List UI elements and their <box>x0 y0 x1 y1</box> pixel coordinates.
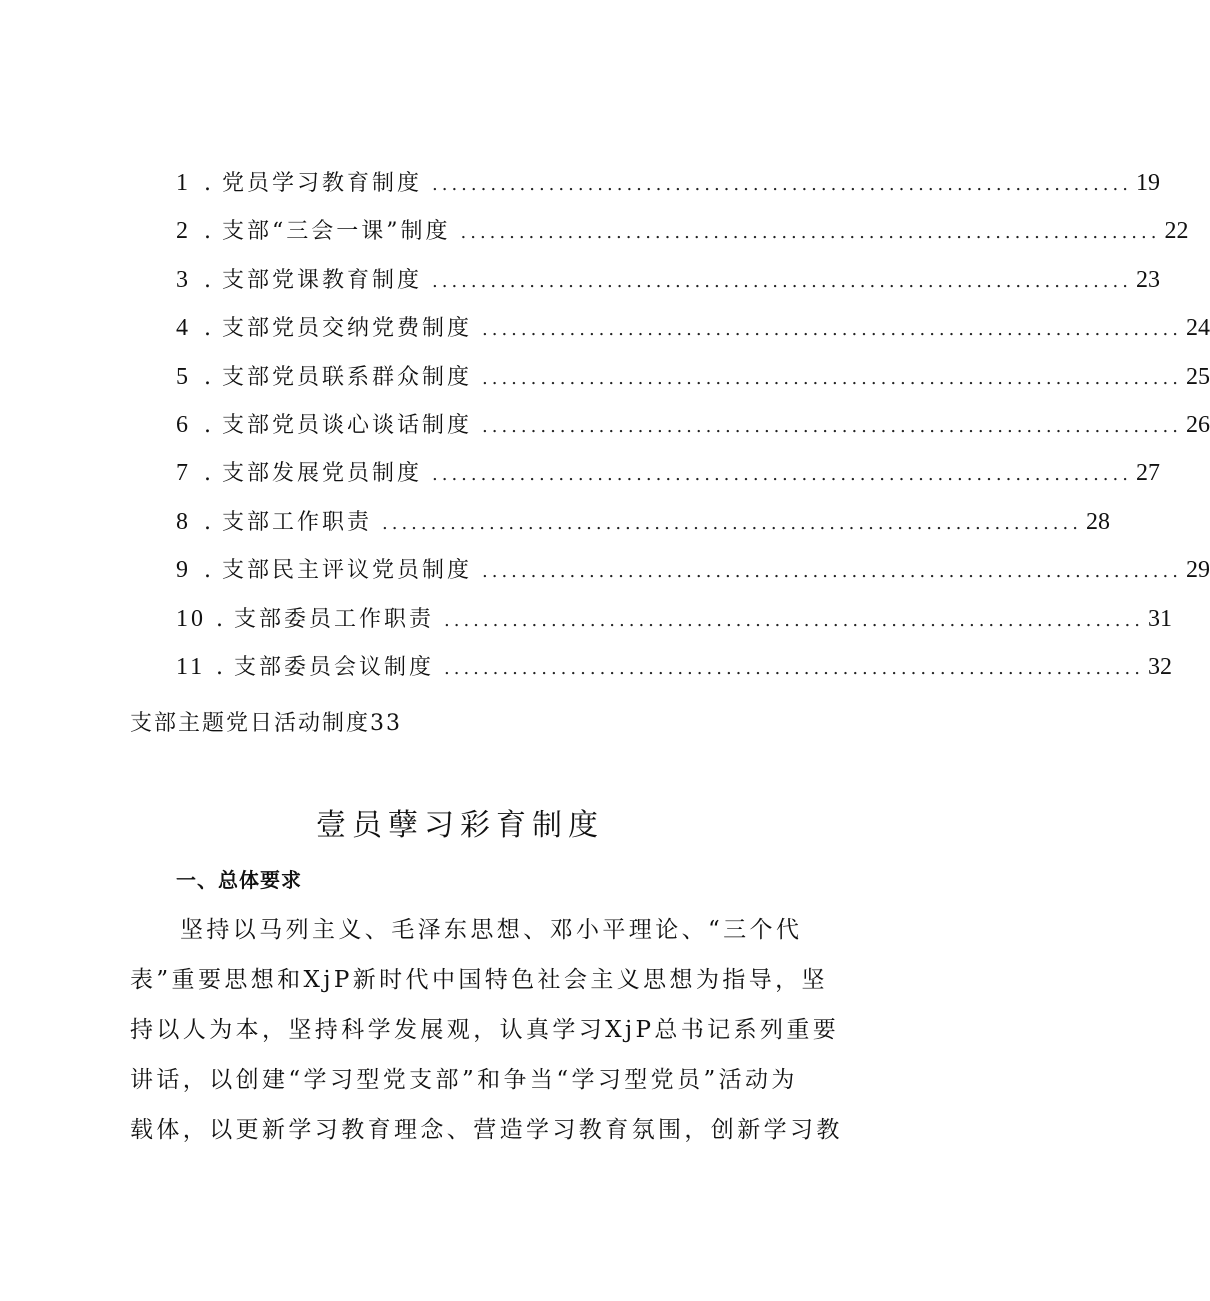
toc-dot-leader: ........................................................................ <box>444 657 1144 679</box>
toc-entry-separator: . <box>216 606 226 632</box>
toc-entry[interactable] <box>176 505 1110 553</box>
toc-entry[interactable] <box>176 214 1189 262</box>
toc-dot-leader: ........................................................................ <box>482 367 1182 389</box>
body-line: 载体，以更新学习教育理念、营造学习教育氛围，创新学习教 <box>130 1117 843 1143</box>
body-line: 表”重要思想和XjP新时代中国特色社会主义思想为指导，坚 <box>130 967 828 993</box>
toc-entry-page: 31 <box>1147 605 1172 632</box>
toc-dot-leader: ........................................................................ <box>444 609 1144 631</box>
toc-entry-page: 19 <box>1135 170 1160 196</box>
section-heading: 一、总体要求 <box>176 868 302 892</box>
toc-entry-number: 5 <box>176 363 191 390</box>
toc-dot-leader: ........................................................................ <box>432 270 1132 292</box>
toc-entry-number: 7 <box>176 460 191 487</box>
toc-entry-separator: . <box>204 219 214 245</box>
toc-entry-separator: . <box>216 654 226 680</box>
toc-entry-title: 支部“三会一课”制度 <box>222 219 451 245</box>
toc-dot-leader: ........................................................................ <box>432 174 1132 195</box>
body-line: 持以人为本，坚持科学发展观，认真学习XjP总书记系列重要 <box>130 1017 840 1043</box>
toc-entry-title: 支部委员会议制度 <box>234 654 435 680</box>
toc-entry[interactable] <box>176 263 1160 311</box>
toc-extra-entry[interactable]: 支部主题党日活动制度33 <box>130 711 402 736</box>
toc-entry-page: 25 <box>1185 363 1210 390</box>
toc-entry-number: 10 <box>176 605 206 632</box>
toc-entry[interactable] <box>176 408 1210 456</box>
toc-entry-separator: . <box>204 267 214 293</box>
toc-entry-number: 11 <box>176 653 206 680</box>
table-of-contents <box>176 166 1210 698</box>
toc-dot-leader: ........................................................................ <box>482 415 1182 437</box>
toc-entry-title: 支部党课教育制度 <box>222 267 423 293</box>
toc-entry-number: 1 <box>176 170 191 196</box>
toc-entry-page: 29 <box>1185 557 1210 584</box>
toc-entry-separator: . <box>204 412 214 438</box>
toc-entry-separator: . <box>204 509 214 535</box>
document-title: 壹员孽习彩育制度 <box>316 808 604 843</box>
toc-entry-separator: . <box>204 461 214 487</box>
toc-entry-page: 24 <box>1185 315 1210 342</box>
toc-entry-page: 32 <box>1147 653 1172 680</box>
toc-entry-number: 3 <box>176 266 191 293</box>
toc-entry-separator: . <box>204 171 214 196</box>
toc-entry-separator: . <box>204 316 214 342</box>
toc-entry-number: 9 <box>176 557 191 584</box>
toc-entry-number: 4 <box>176 315 191 342</box>
toc-entry[interactable] <box>176 650 1172 698</box>
toc-entry[interactable] <box>176 311 1210 359</box>
toc-dot-leader: ........................................................................ <box>482 319 1182 341</box>
toc-entry-page: 22 <box>1164 218 1189 245</box>
toc-entry-page: 26 <box>1185 411 1210 438</box>
toc-entry-page: 28 <box>1085 508 1110 535</box>
toc-dot-leader: ........................................................................ <box>382 512 1082 534</box>
toc-entry-separator: . <box>204 558 214 584</box>
body-line: 坚持以马列主义、毛泽东思想、邓小平理论、“三个代 <box>180 917 803 943</box>
toc-dot-leader: ........................................................................ <box>460 222 1161 244</box>
toc-entry[interactable] <box>176 553 1210 601</box>
toc-entry[interactable] <box>176 166 1160 214</box>
toc-entry-title: 支部发展党员制度 <box>222 461 423 487</box>
toc-entry-title: 支部党员谈心谈话制度 <box>222 412 473 438</box>
toc-entry-title: 党员学习教育制度 <box>222 171 423 196</box>
toc-entry-title: 支部民主评议党员制度 <box>222 558 473 584</box>
toc-entry-page: 27 <box>1135 460 1160 487</box>
toc-entry-title: 支部工作职责 <box>222 509 373 535</box>
toc-entry-number: 2 <box>176 218 191 245</box>
toc-entry[interactable] <box>176 456 1160 504</box>
toc-entry-title: 支部党员联系群众制度 <box>222 364 473 390</box>
toc-entry-title: 支部委员工作职责 <box>234 606 435 632</box>
body-paragraph <box>130 905 843 1155</box>
toc-entry[interactable] <box>176 360 1210 408</box>
body-line: 讲话，以创建“学习型党支部”和争当“学习型党员”活动为 <box>130 1067 798 1093</box>
toc-entry-separator: . <box>204 364 214 390</box>
toc-entry[interactable] <box>176 602 1172 650</box>
toc-entry-title: 支部党员交纳党费制度 <box>222 316 473 342</box>
toc-dot-leader: ........................................................................ <box>482 561 1182 583</box>
toc-entry-number: 8 <box>176 508 191 535</box>
toc-entry-number: 6 <box>176 411 191 438</box>
toc-dot-leader: ........................................................................ <box>432 464 1132 486</box>
toc-entry-page: 23 <box>1135 266 1160 293</box>
